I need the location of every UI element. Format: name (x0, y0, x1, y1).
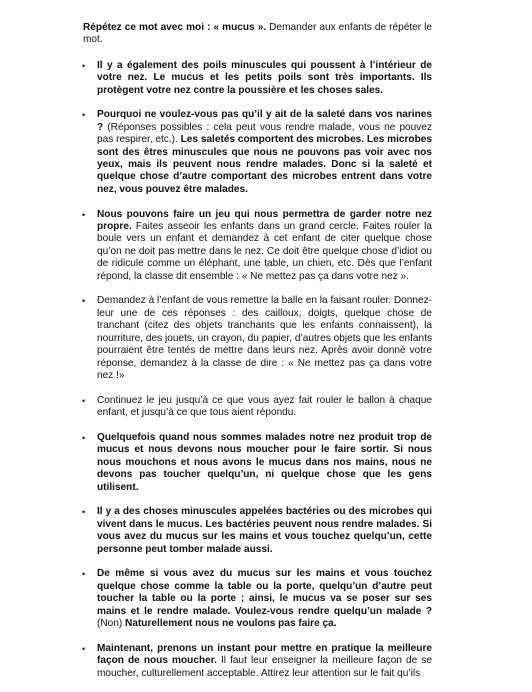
list-item-text (97, 60, 432, 97)
list-item (83, 60, 432, 97)
bold-text: Quelquefois quand nous sommes malades notre nez produit trop de mucus et nous devons nous moucher pour le faire sortir. Si nous nous mouchons et nous avons le mucus dans nos mains, nous ne devons pas toucher quelqu’un, ni quelque chose que les gens utilisent. (97, 431, 432, 493)
bold-text: De même si vous avez du mucus sur les mains et vous touchez quelque chose comme la table ou la porte, quelqu’un d’autre peut toucher la table ou la porte ; ainsi, le mucus va se poser sur ses mains et le rendre malade. Voulez-vous rendre quelqu’un malade ? (97, 568, 432, 617)
bold-text: Maintenant, prenons un instant pour mettre en pratique la meilleure façon de nous moucher. (97, 642, 432, 667)
bold-text: Les saletés comportent des microbes. Les microbes sont des êtres minuscules que nous ne pouvons pas voir avec nos yeux, mais ils peuvent nous rendre malades. Donc si la saleté et quelque chose d’autre comportant des microbes entrent dans votre nez, vous pouvez être malades. (97, 134, 432, 195)
bullet-icon: • (82, 110, 86, 121)
intro-paragraph (83, 22, 432, 47)
intro-bold-text: Répétez ce mot avec moi : « mucus ». (83, 22, 267, 33)
bold-text: Il y a également des poils minuscules qui poussent à l’intérieur de votre nez. Le mucus et les petits poils sont très importants. Ils protègent votre nez contre la poussière et les choses sales. (97, 59, 432, 96)
list-item (83, 568, 432, 630)
bullet-icon: • (82, 569, 86, 580)
list-item (83, 395, 432, 420)
list-item-text (97, 109, 432, 196)
bold-text: Nous pouvons faire un jeu qui nous permettra de garder notre nez propre. (97, 208, 432, 233)
bold-text: Pourquoi ne voulez-vous pas qu’il y ait de la saleté dans vos narines ? (97, 109, 432, 133)
bullet-icon: • (82, 432, 86, 443)
list-item (83, 295, 432, 382)
list-item (83, 209, 432, 283)
list-item-text (97, 395, 432, 420)
regular-text: (Réponses possibles : cela peut vous rendre malade, vous ne pouvez pas respirer, etc.). (97, 121, 432, 146)
list-item-text (97, 295, 432, 382)
document-page (83, 22, 432, 692)
list-item-text (97, 568, 432, 630)
bullet-icon: • (82, 209, 86, 220)
regular-text: Il faut leur enseigner la meilleure façon de se moucher, culturellement acceptable. Attirez leur attention sur le fait qu’ils (97, 655, 432, 679)
list-item-text (97, 506, 432, 556)
bold-text: Il y a des choses minuscules appelées bactéries ou des microbes qui vivent dans le mucus. Les bactéries peuvent nous rendre malades. Si vous avez du mucus sur les mains et vous touchez quelqu’un, cette personne peut tomber malade aussi. (97, 506, 432, 555)
list-item (83, 432, 432, 494)
bullet-icon: • (82, 60, 86, 71)
list-item (83, 109, 432, 196)
list-item (83, 506, 432, 556)
bold-text: Naturellement nous ne voulons pas faire ça. (125, 617, 337, 629)
bullet-icon: • (82, 507, 86, 518)
intro-normal-text: Demander aux enfants de répéter le mot. (83, 22, 432, 46)
regular-text: (Non) (97, 617, 126, 629)
bullet-list (83, 60, 432, 680)
list-item-text (97, 432, 432, 494)
list-item-text (97, 209, 432, 283)
list-item-text (97, 643, 432, 680)
bullet-icon: • (82, 296, 86, 307)
list-item (83, 643, 432, 680)
regular-text: Continuez le jeu jusqu’à ce que vous ayez fait rouler le ballon à chaque enfant, et jusqu’à ce que tous aient répondu. (97, 394, 432, 419)
regular-text: Demandez à l’enfant de vous remettre la balle en la faisant rouler. Donnez-leur une de ces réponses : des cailloux, doigts, quelque chose de tranchant (citez des objets tranchants que les enfants connaissent), la nourriture, des jouets, un crayon, du papier, d’autres objets que les enfants pourraient être tentés de mettre dans leurs nez. Après avoir donné votre réponse, demandez à la classe de dire : « Ne mettez pas ça dans votre nez !» (97, 295, 432, 381)
bullet-icon: • (82, 643, 86, 654)
regular-text: Faites asseoir les enfants dans un grand cercle. Faites rouler la boule vers un enfant et demandez à cet enfant de citer quelque chose qu’on ne doit pas mettre dans le nez. Ce doit être quelque chose d’idiot ou de ridicule comme un éléphant, une table, un chien, etc. Dès que l’enfant répond, la classe dit ensemble : « Ne mettez pas ça dans votre nez ». (97, 221, 432, 282)
bullet-icon: • (82, 395, 86, 406)
